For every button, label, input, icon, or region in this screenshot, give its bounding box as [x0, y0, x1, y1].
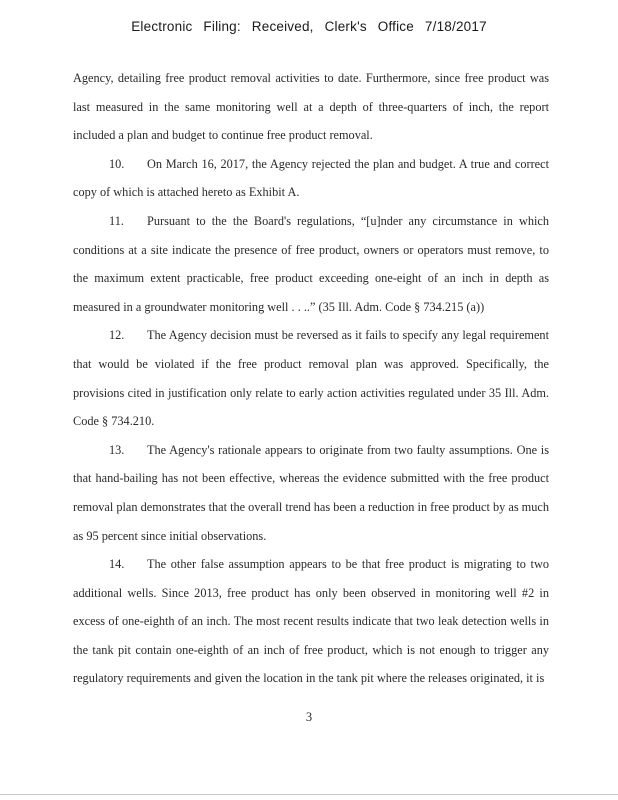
- paragraph-text: The Agency decision must be reversed as it fails to specify any legal requirement that would be violated if the free product removal plan was approved. Specifically, the provisions cited in justification only relate to early action activities regulated under 35 Ill. Adm. Code § 734.210.: [73, 328, 549, 429]
- paragraph-number: 13.: [109, 442, 125, 457]
- paragraph-text: On March 16, 2017, the Agency rejected the plan and budget. A true and correct copy of which is attached hereto as Exhibit A.: [73, 156, 549, 200]
- filing-stamp: Electronic Filing: Received, Clerk's Office 7/18/2017: [131, 19, 487, 34]
- document-body: [73, 64, 549, 693]
- paragraph-number: 11.: [109, 213, 124, 228]
- paragraph-text: Pursuant to the the Board's regulations, “[u]nder any circumstance in which conditions at a site indicate the presence of free product, owners or operators must remove, to the maximum extent practicable, free product exceeding one-eight of an inch in depth as measured in a groundwater monitoring well . . ..” (35 Ill. Adm. Code § 734.215 (a)): [73, 213, 549, 314]
- paragraph-number: 12.: [109, 328, 125, 343]
- paragraph-12: [73, 321, 549, 435]
- scan-edge-divider: [0, 794, 618, 795]
- paragraph-14: [73, 550, 549, 693]
- paragraph-13: [73, 436, 549, 550]
- paragraph-11: [73, 207, 549, 321]
- page-number: 3: [305, 710, 313, 724]
- paragraph-text: The other false assumption appears to be that free product is migrating to two additional wells. Since 2013, free product has only been observed in monitoring well #2 in excess of one-eighth of an inch. The most recent results indicate that two leak detection wells in the tank pit contain one-eighth of an inch of free product, which is not enough to trigger any regulatory requirements and given the location in the tank pit where the releases originated, it is: [73, 557, 549, 686]
- paragraph-number: 14.: [109, 557, 125, 572]
- paragraph-number: 10.: [109, 156, 125, 171]
- continuation-paragraph: Agency, detailing free product removal activities to date. Furthermore, since free product was last measured in the same monitoring well at a depth of three-quarters of inch, the report included a plan and budget to continue free product removal.: [73, 71, 549, 143]
- paragraph-text: The Agency's rationale appears to originate from two faulty assumptions. One is that hand-bailing has not been effective, whereas the evidence submitted with the free product removal plan demonstrates that the overall trend has been a reduction in free product by as much as 95 percent since initial observations.: [73, 442, 549, 543]
- paragraph-10: [73, 150, 549, 207]
